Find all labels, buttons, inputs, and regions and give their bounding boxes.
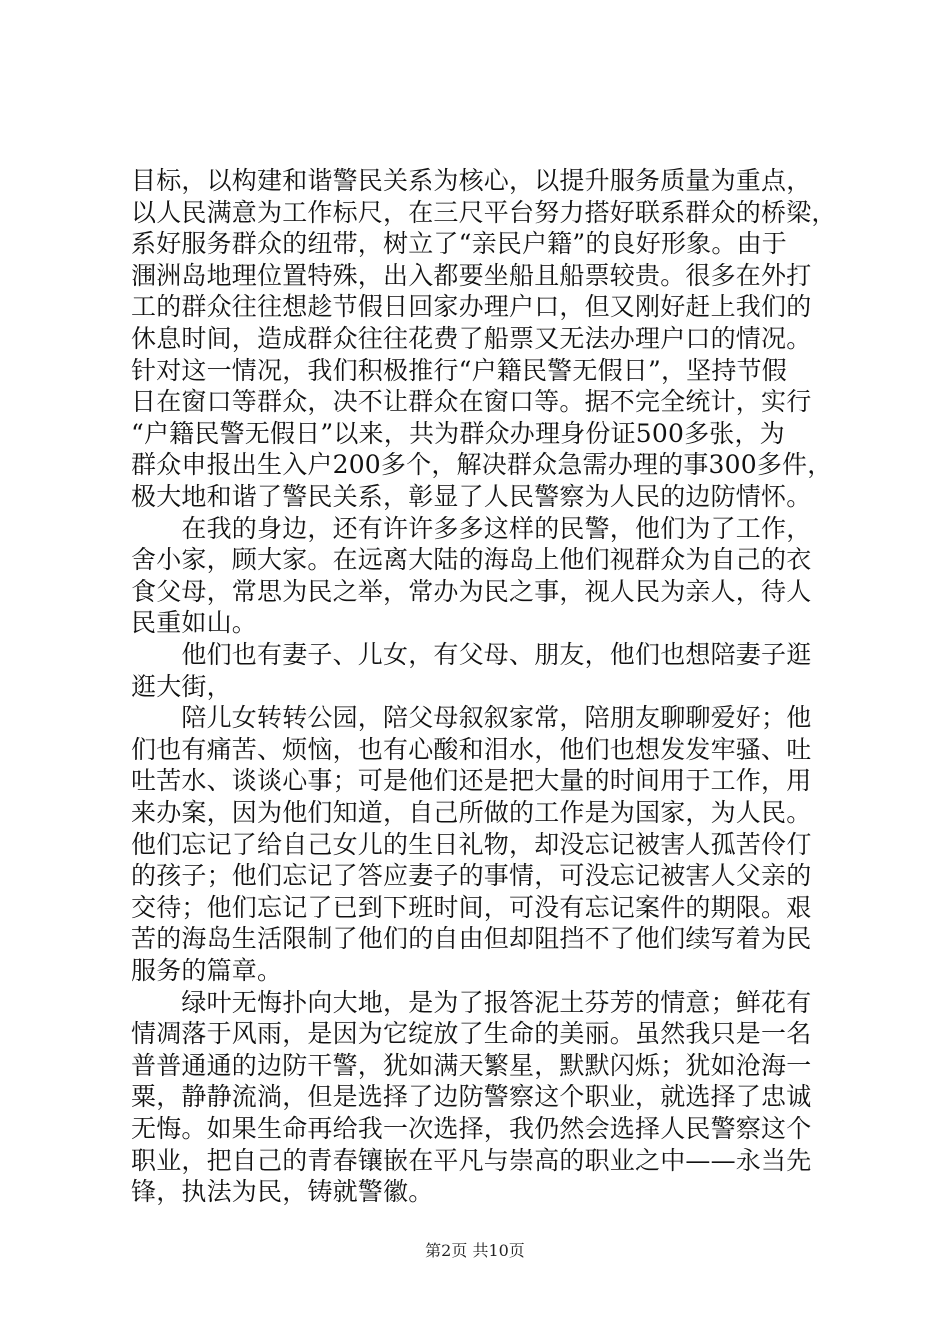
text-line: 来办案，因为他们知道，自己所做的工作是为国家，为人民。 — [131, 798, 812, 827]
text-line: 锋，执法为民，铸就警徽。 — [131, 1177, 434, 1207]
text-line: 群众申报出生入户200多个，解决群众急需办理的事300多件， — [131, 450, 833, 480]
text-line: 粟，静静流淌，但是选择了边防警察这个职业，就选择了忠诚 — [131, 1082, 812, 1112]
text-line: 休息时间，造成群众往往花费了船票又无法办理户口的情况。 — [131, 324, 812, 353]
text-line: “户籍民警无假日”以来，共为群众办理身份证500多张，为 — [131, 418, 785, 448]
text-line: 普普通通的边防干警，犹如满天繁星，默默闪烁；犹如沧海一 — [131, 1050, 812, 1080]
text-line: 无悔。如果生命再给我一次选择，我仍然会选择人民警察这个 — [131, 1114, 812, 1143]
text-line: 极大地和谐了警民关系，彰显了人民警察为人民的边防情怀。 — [131, 482, 812, 511]
text-line: 系好服务群众的纽带，树立了“亲民户籍”的良好形象。由于 — [131, 229, 787, 259]
text-line: 吐苦水、谈谈心事；可是他们还是把大量的时间用于工作，用 — [131, 766, 812, 796]
text-line: 针对这一情况，我们积极推行“户籍民警无假日”，坚持节假 — [131, 355, 787, 385]
text-line: 陪儿女转转公园，陪父母叙叙家常，陪朋友聊聊爱好；他 — [131, 703, 812, 733]
text-line: 在我的身边，还有许许多多这样的民警，他们为了工作， — [131, 513, 812, 543]
text-line: 他们忘记了给自己女儿的生日礼物，却没忘记被害人孤苦伶仃 — [131, 829, 812, 859]
text-line: 交待；他们忘记了已到下班时间，可没有忘记案件的期限。艰 — [131, 892, 812, 922]
text-line: 工的群众往往想趁节假日回家办理户口，但又刚好赶上我们的 — [131, 292, 812, 322]
text-line: 职业，把自己的青春镶嵌在平凡与崇高的职业之中——永当先 — [131, 1145, 812, 1175]
text-line: 他们也有妻子、儿女，有父母、朋友，他们也想陪妻子逛 — [131, 640, 812, 669]
page-number: 第2页 共10页 — [425, 1241, 525, 1260]
text-line: 绿叶无悔扑向大地，是为了报答泥土芬芳的情意；鲜花有 — [131, 987, 812, 1017]
text-line: 以人民满意为工作标尺，在三尺平台努力搭好联系群众的桥梁， — [131, 197, 837, 227]
text-line: 民重如山。 — [131, 608, 258, 638]
text-line: 苦的海岛生活限制了他们的自由但却阻挡不了他们续写着为民 — [131, 924, 812, 954]
text-line: 情凋落于风雨，是因为它绽放了生命的美丽。虽然我只是一名 — [131, 1019, 812, 1049]
text-line: 日在窗口等群众，决不让群众在窗口等。据不完全统计，实行 — [131, 387, 812, 417]
text-line: 目标，以构建和谐警民关系为核心，以提升服务质量为重点， — [131, 166, 812, 195]
text-line: 服务的篇章。 — [131, 956, 283, 985]
text-line: 涠洲岛地理位置特殊，出入都要坐船且船票较贵。很多在外打 — [131, 260, 812, 290]
text-line: 们也有痛苦、烦恼，也有心酸和泪水，他们也想发发牢骚、吐 — [131, 734, 812, 764]
text-line: 食父母，常思为民之举，常办为民之事，视人民为亲人，待人 — [131, 576, 812, 606]
text-line: 的孩子；他们忘记了答应妻子的事情，可没忘记被害人父亲的 — [131, 861, 812, 891]
text-line: 舍小家，顾大家。在远离大陆的海岛上他们视群众为自己的衣 — [131, 545, 812, 575]
text-line: 逛大街， — [131, 671, 232, 701]
